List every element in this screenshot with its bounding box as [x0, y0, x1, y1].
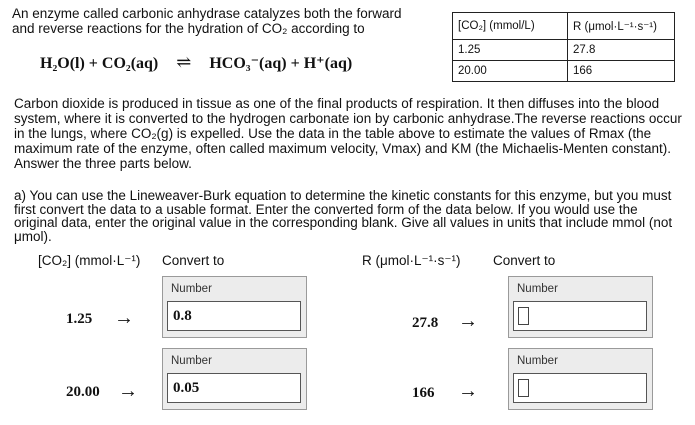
rate-converted-box-1 — [508, 276, 653, 338]
rate-converted-box-2 — [508, 348, 653, 410]
co2-converted-input-2[interactable]: 0.05 — [167, 373, 301, 403]
equilibrium-arrow-icon: ⇌ — [176, 52, 192, 72]
arrow-right-icon: → — [118, 380, 138, 402]
rate-column-header: R (μmol·L⁻¹·s⁻¹) — [362, 253, 461, 268]
co2-converted-input-1[interactable]: 0.8 — [167, 301, 301, 331]
convert-right-header: Convert to — [493, 253, 556, 268]
text-cursor-icon — [518, 307, 529, 325]
table-row — [453, 61, 675, 82]
table-cell: 166 — [568, 61, 675, 82]
rate-converted-input-2[interactable] — [513, 373, 647, 403]
problem-paragraph: Carbon dioxide is produced in tissue as one of the final products of respiration. It then diffuses into the blood system, where it is converted to the hydrogen carbonate ion by carbonic anhydrase.The reverse reactions occur in the lungs, where CO₂(g) is expelled. Use the data in the table above to estimate the values of Rmax (the maximum rate of the enzyme, often called maximum velocity, Vmax) and KM (the Michaelis-Menten constant). Answer the three parts below. — [14, 96, 682, 171]
co2-converted-box-1 — [162, 276, 307, 338]
intro-line-1: An enzyme called carbonic anhydrase catalyzes both the forward — [12, 6, 402, 21]
reaction-equation — [40, 52, 352, 73]
number-label: Number — [171, 283, 212, 295]
text-cursor-icon — [518, 379, 529, 397]
convert-left-header: Convert to — [162, 253, 225, 268]
arrow-right-icon: → — [114, 307, 134, 329]
number-label: Number — [517, 355, 558, 367]
arrow-right-icon: → — [458, 380, 478, 402]
part-a-instructions: a) You can use the Lineweaver-Burk equation to determine the kinetic constants for this enzyme, but you must first convert the data to a usable format. Enter the converted form of the data below. If you would use the original data, enter the original value in the corresponding blank. Give all values in units that include mmol (not μmol). — [14, 188, 673, 244]
intro-text — [12, 6, 432, 36]
table-header-co2: [CO₂] (mmol/L) — [453, 13, 568, 40]
table-cell: 27.8 — [568, 40, 675, 61]
table-row — [453, 40, 675, 61]
table-header-rate: R (μmol·L⁻¹·s⁻¹) — [568, 13, 675, 40]
table-cell: 20.00 — [453, 61, 568, 82]
intro-line-2: and reverse reactions for the hydration of CO₂ according to — [12, 21, 365, 36]
number-label: Number — [171, 355, 212, 367]
co2-converted-box-2 — [162, 348, 307, 410]
arrow-right-icon: → — [458, 310, 478, 332]
co2-value-1: 1.25 — [66, 311, 93, 327]
table-cell: 1.25 — [453, 40, 568, 61]
rate-value-2: 166 — [412, 385, 435, 401]
data-table — [452, 12, 675, 82]
co2-value-2: 20.00 — [66, 384, 100, 400]
equation-products: HCO₃⁻(aq) + H⁺(aq) — [209, 55, 353, 72]
number-label: Number — [517, 283, 558, 295]
table-header-row — [453, 13, 675, 40]
equation-reactants: H₂O(l) + CO₂(aq) — [40, 55, 159, 72]
rate-value-1: 27.8 — [412, 315, 439, 331]
co2-column-header: [CO₂] (mmol·L⁻¹) — [38, 253, 141, 268]
rate-converted-input-1[interactable] — [513, 301, 647, 331]
